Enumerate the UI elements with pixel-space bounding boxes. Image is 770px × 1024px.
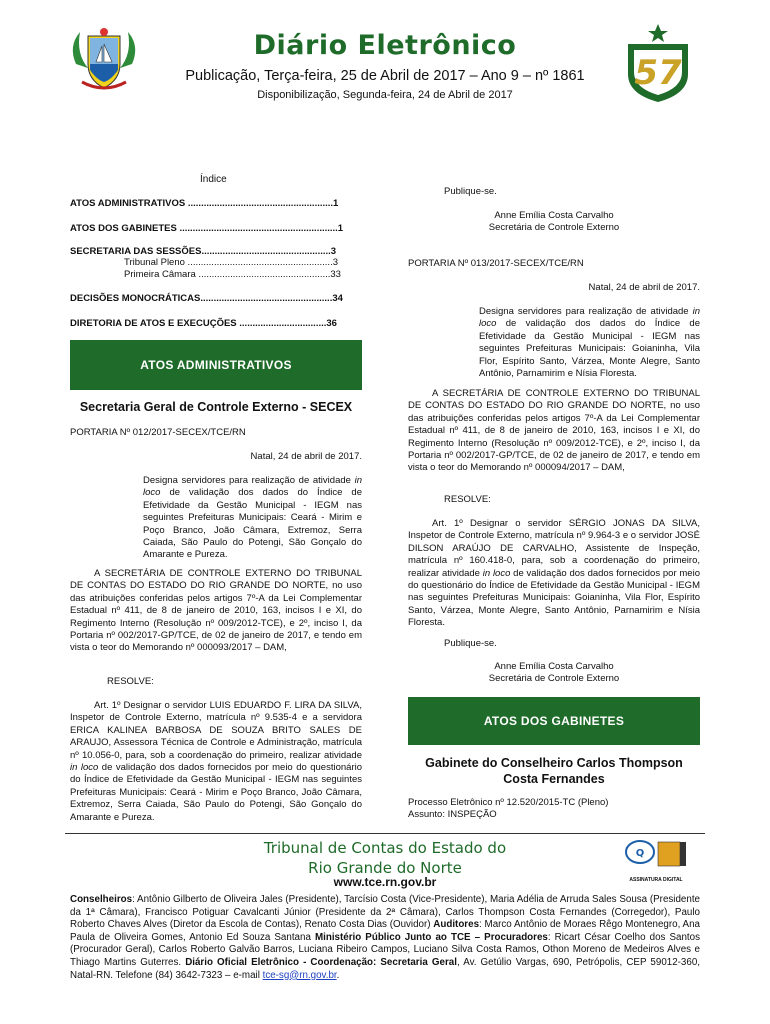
portaria-012-ementa: Designa servidores para realização de atividade in loco de validação dos dados do Índice de Efetividade da Gestão Municipal - IEGM nas seguintes Prefeituras Municipais: Ceará - Mirim e Poço Branco, João Câmara, Extremoz, Serra Caiada, São Paulo do Potengi, São Gonçalo do Amarante e Pureza. — [143, 475, 362, 561]
publication-date: Publicação, Terça-feira, 25 de Abril de 2017 – Ano 9 – nº 1861 — [185, 68, 585, 84]
contact-address: , Av. Getúlio Vargas, 690, Petrópolis, CEP 59012-360, Natal-RN. Telefone (84) 3642-7323 – e-mail — [70, 956, 700, 981]
processo-subject: Assunto: INSPEÇÃO — [408, 809, 497, 820]
index-item[interactable]: DECISÕES MONOCRÁTICAS..................................................34 — [70, 293, 343, 304]
footer-tce-name — [160, 838, 610, 878]
footer-credits — [70, 894, 700, 982]
diario-coordination-label: Diário Oficial Eletrônico - Coordenação: Secretaria Geral — [185, 956, 457, 968]
section-banner-atos-dos-gabinetes: ATOS DOS GABINETES — [408, 697, 700, 745]
portaria-013-ementa: Designa servidores para realização de atividade in loco de validação dos dados do Índice de Efetividade da Gestão Municipal - IEGM nas seguintes Prefeituras Municipais: Goianinha, Vila Flor, Espírito Santo, Várzea, Monte Alegre, Santo Antônio, Parnamirim e Nísia Floresta. — [479, 306, 700, 380]
index-subitem[interactable]: Tribunal Pleno .......................................................3 — [124, 257, 338, 268]
procuradores-list: : Ricart César Coelho dos Santos (Procurador Geral), Carlos Roberto Galvão Barros, Luciana Ribeiro Campos, Luciano Silva Costa Ramos, Othon Moreno de Medeiros Alves e Thiago Martins Guterres. — [70, 931, 700, 968]
tce-anniversary-logo-icon — [622, 22, 694, 104]
processo-number: Processo Eletrônico nº 12.520/2015-TC (Pleno) — [408, 797, 609, 808]
index-subitem[interactable]: Primeira Câmara ..................................................33 — [124, 269, 341, 280]
portaria-013-article-1: Art. 1º Designar o servidor SÉRGIO JONAS DA SILVA, Inspetor de Controle Externo, matrícula nº 9.964-3 e o servidor JOSÉ DILSON ARAÚJO DE CARVALHO, Assistente de Inspeção, matrícula nº 160.418-0, para, sob a coordenação do primeiro, realizar atividade in loco de validação dos dados fornecidos por meio do questionário do Índice de Efetividade da Gestão Municipal - IEGM nas seguintes Prefeituras Municipais: Goianinha, Vila Flor, Espírito Santo, Várzea, Monte Alegre, Santo Antônio, Parnamirim e Nísia Floresta. — [408, 518, 700, 629]
publique-se-1: Publique-se. — [444, 186, 497, 197]
portaria-012-date: Natal, 24 de abril de 2017. — [250, 451, 362, 462]
portaria-013-resolve: RESOLVE: — [444, 494, 491, 505]
portaria-013-date: Natal, 24 de abril de 2017. — [588, 282, 700, 293]
footer-divider — [65, 833, 705, 834]
digital-signature-label: ASSINATURA DIGITAL — [629, 877, 683, 883]
availability-date: Disponibilização, Segunda-feira, 24 de Abril de 2017 — [257, 89, 513, 101]
signatory-1-name: Anne Emília Costa Carvalho — [494, 210, 614, 221]
index-item[interactable]: SECRETARIA DAS SESSÕES.................................................3 — [70, 246, 337, 257]
contact-email-link[interactable]: tce-sg@rn.gov.br — [262, 969, 337, 981]
publique-se-2: Publique-se. — [444, 638, 497, 649]
footer-tce-line-1: Tribunal de Contas do Estado do — [263, 839, 507, 857]
footer-tce-line-2: Rio Grande do Norte — [308, 859, 462, 877]
portaria-013-preamble: A SECRETÁRIA DE CONTROLE EXTERNO DO TRIBUNAL DE CONTAS DO ESTADO DO RIO GRANDE DO NORTE, no uso das atribuições conferidas pelos artigos 7º-A da Lei Complementar Estadual nº 411, de 8 de janeiro de 2010, 163, incisos I e XI, do Regimento Interno (Resolução nº 009/2012-TCE), e 2º, inciso I, da Portaria nº 002/2017-GP/TCE, de 02 de janeiro de 2017, e tendo em vista o teor do Memorando nº 000094/2017 – DAM, — [408, 388, 700, 474]
index-item[interactable]: ATOS DOS GABINETES ............................................................1 — [70, 223, 344, 234]
signatory-2-name: Anne Emília Costa Carvalho — [494, 661, 614, 672]
section-title-secex: Secretaria Geral de Controle Externo - SECEX — [79, 400, 353, 414]
auditores-list: : Marco Antônio de Moraes Rêgo Montenegro, Ana Paula de Oliveira Gomes, Antonio Ed Souza Santana — [70, 919, 700, 943]
portaria-012-title: PORTARIA Nº 012/2017-SECEX/TCE/RN — [70, 427, 246, 438]
signatory-1-role: Secretária de Controle Externo — [488, 222, 620, 233]
index-title: Índice — [200, 174, 227, 185]
ministerio-publico-label: Ministério Público Junto ao TCE – Procuradores — [314, 931, 548, 943]
section-banner-atos-administrativos: ATOS ADMINISTRATIVOS — [70, 340, 362, 390]
conselheiros-list: : Antônio Gilberto de Oliveira Jales (Presidente), Tarcísio Costa (Vice-Presidente), Maria Adélia de Arruda Sales Sousa (Presidente da 1ª Câmara), Francisco Potiguar Cavalcanti Júnior (Presidente da 2ª Câmara), Carlos Thompson Costa Fernandes (Corregedor), Paulo Roberto Chaves Alves (Diretor da Escola de Contas), Renato Costa Dias (Ouvidor) — [70, 894, 700, 931]
portaria-013-title: PORTARIA Nº 013/2017-SECEX/TCE/RN — [408, 258, 584, 269]
section-title-gabinete: Gabinete do Conselheiro Carlos Thompson Costa Fernandes — [425, 756, 683, 786]
portaria-012-article-1: Art. 1º Designar o servidor LUIS EDUARDO F. LIRA DA SILVA, Inspetor de Controle Externo, matrícula nº 9.535-4 e a servidora ERICA KALINEA BARBOSA DE SOUZA BRITO SALES DE ARAUJO, Assessora Técnica de Controle e Administração, matrícula nº 10.056-0, para, sob a coordenação do primeiro, realizar atividade in loco de validação dos dados fornecidos por meio do questionário do Índice de Efetividade da Gestão Municipal - IEGM nas seguintes Prefeituras Municipais: Ceará - Mirim e Poço Branco, João Câmara, Extremoz, Serra Caiada, São Paulo do Potengi, São Gonçalo do Amarante e Pureza. — [70, 700, 363, 823]
auditores-label: Auditores — [433, 919, 480, 931]
svg-text:Q: Q — [635, 848, 645, 859]
footer-end: . — [336, 969, 340, 981]
conselheiros-label: Conselheiros — [70, 894, 133, 905]
svg-text:57: 57 — [634, 53, 682, 93]
footer-website-link[interactable]: www.tce.rn.gov.br — [333, 875, 437, 889]
gazette-title: Diário Eletrônico — [253, 30, 517, 61]
portaria-012-resolve: RESOLVE: — [107, 676, 154, 687]
digital-signature-badge — [620, 838, 692, 884]
signatory-2-role: Secretária de Controle Externo — [488, 673, 620, 684]
portaria-012-preamble: A SECRETÁRIA DE CONTROLE EXTERNO DO TRIBUNAL DE CONTAS DO ESTADO DO RIO GRANDE DO NORTE, no uso das atribuições conferidas pelos artigos 7º-A da Lei Complementar Estadual nº 411, de 8 de janeiro de 2010, 163, incisos I e XI, do Regimento Interno (Resolução nº 009/2012-TCE), e 2º, inciso I, da Portaria nº 002/2017-GP/TCE, de 02 de janeiro de 2017, e tendo em vista o teor do Memorando nº 000093/2017 – DAM, — [70, 568, 362, 654]
digital-signature-icon — [620, 838, 692, 872]
index-item[interactable]: DIRETORIA DE ATOS E EXECUÇÕES .................................36 — [70, 318, 337, 329]
index-item[interactable]: ATOS ADMINISTRATIVOS .......................................................1 — [70, 198, 339, 209]
